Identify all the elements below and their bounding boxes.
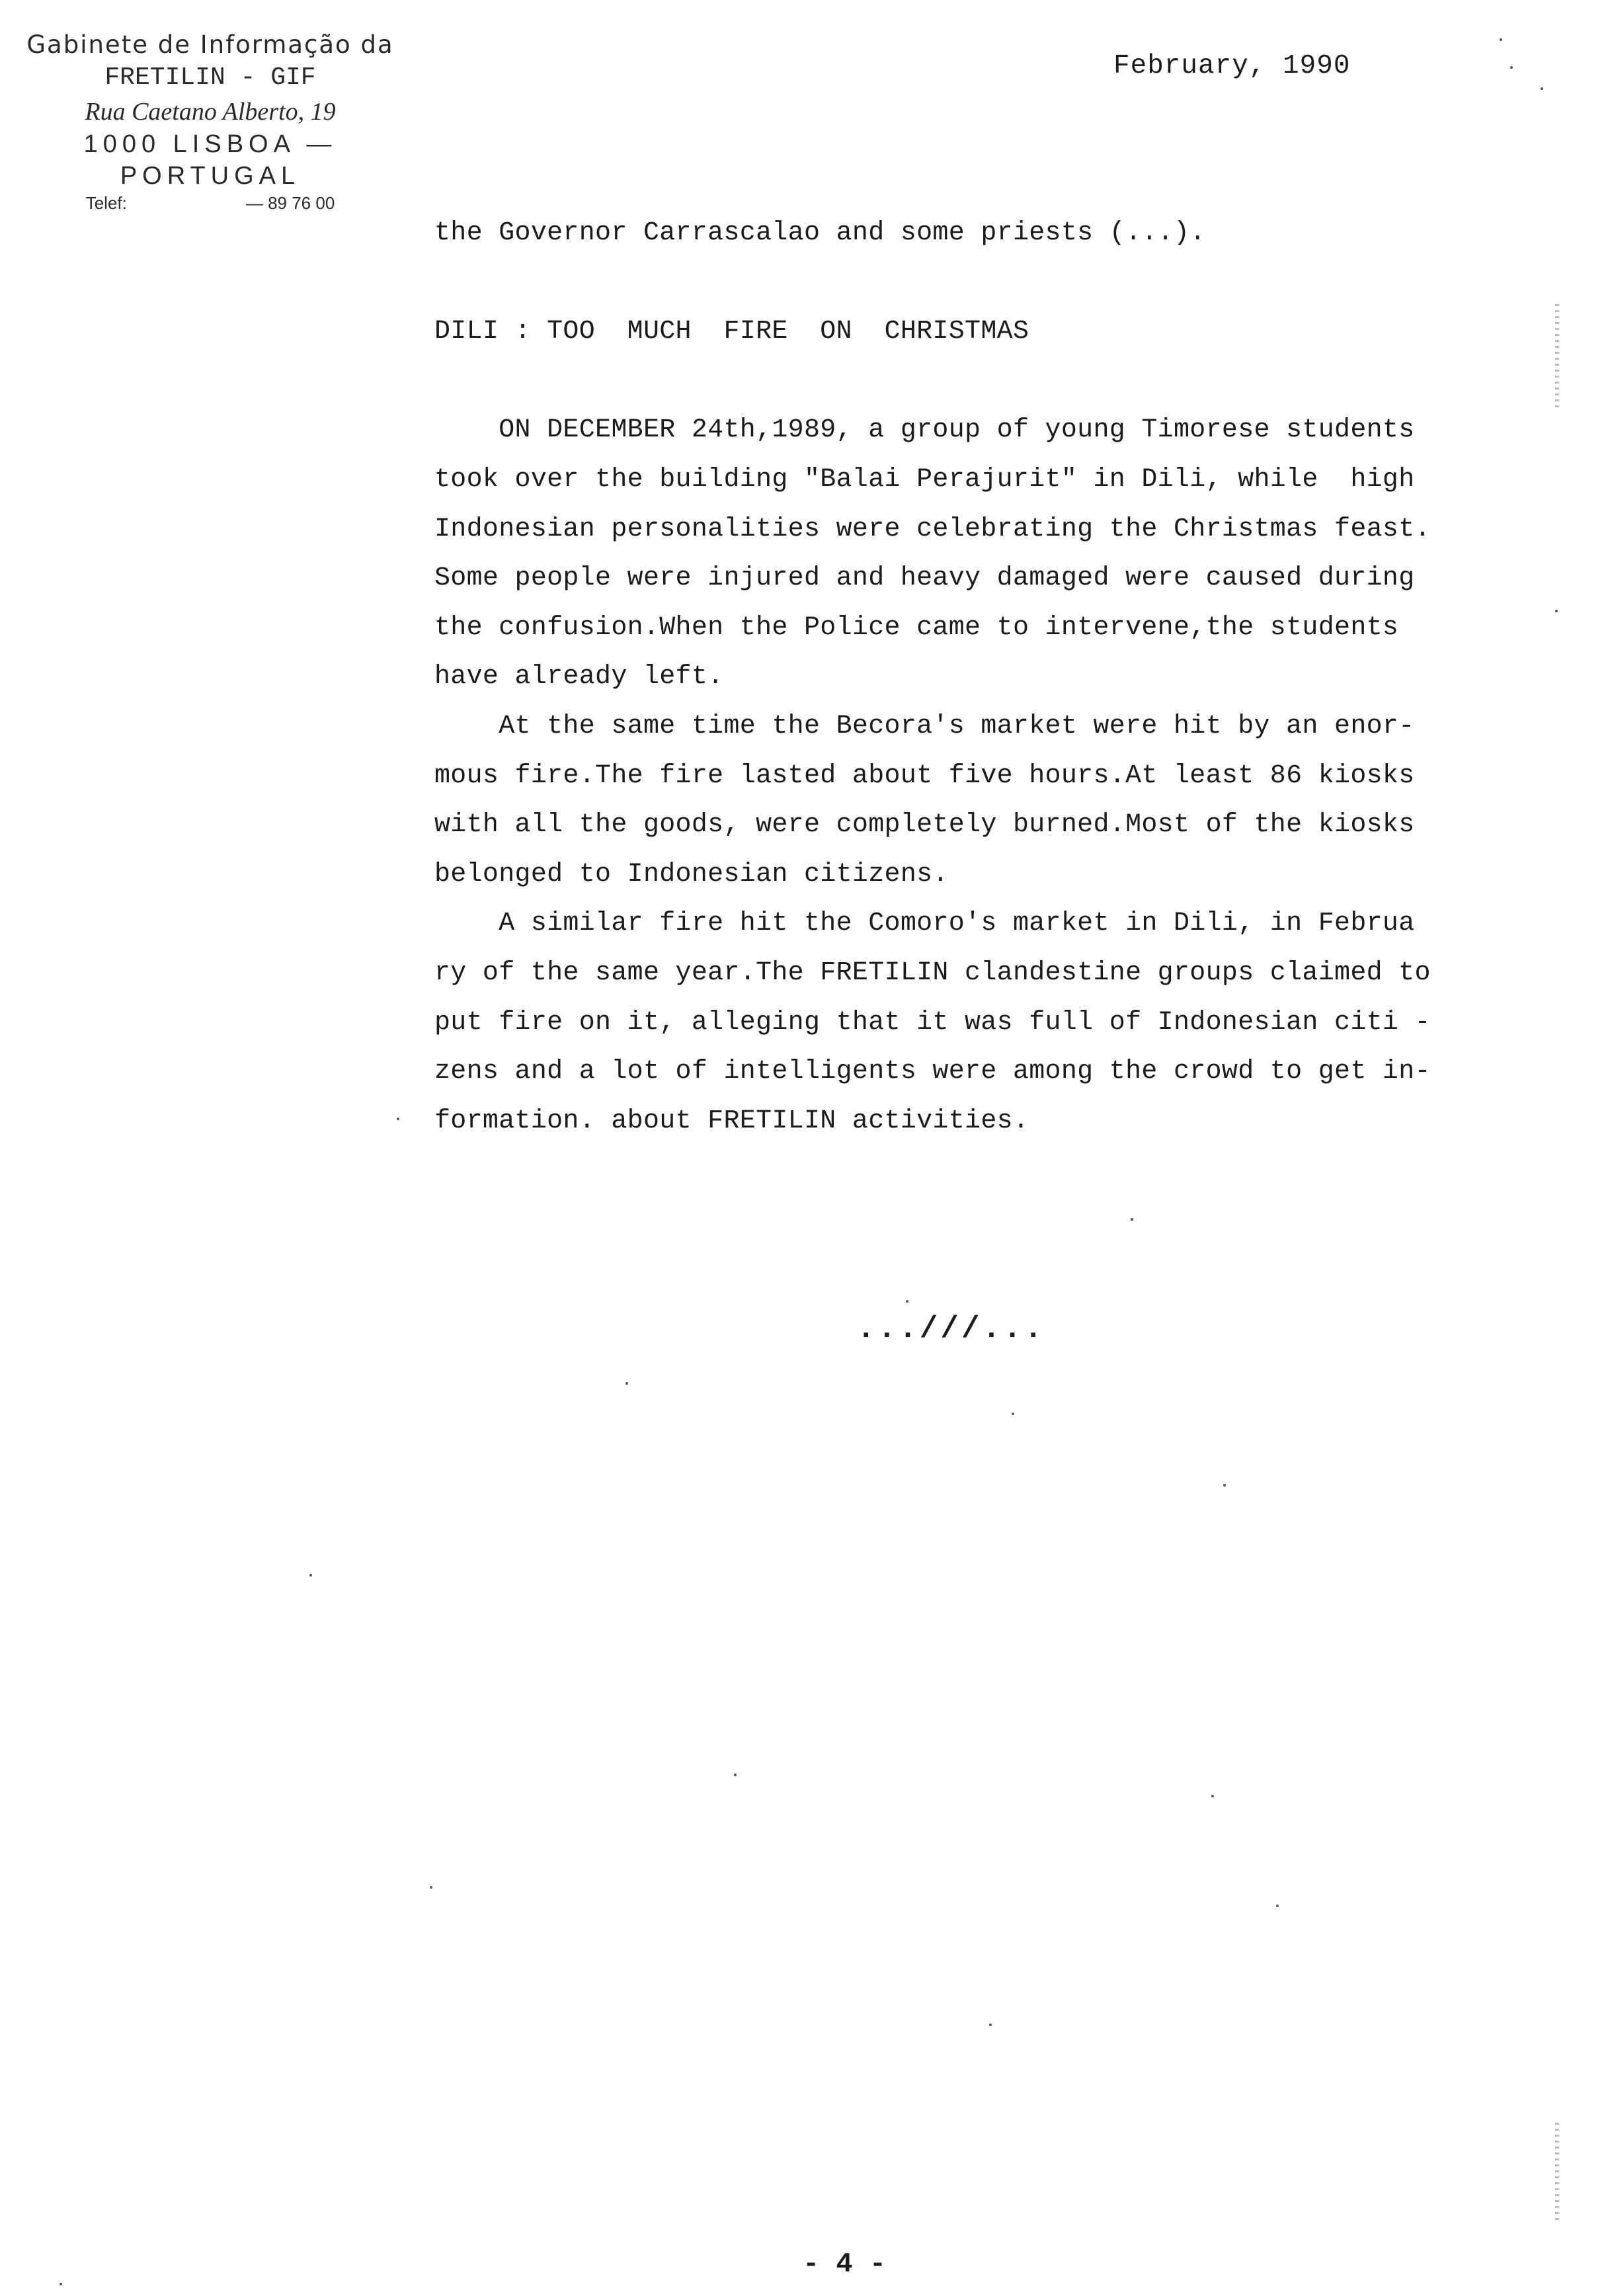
letterhead-street: Rua Caetano Alberto, 19: [85, 98, 336, 126]
scan-speck: [1541, 87, 1543, 90]
scan-speck: [1211, 1795, 1214, 1797]
blank-line: [434, 357, 1486, 407]
letterhead-city: 1000 LISBOA — PORTUGAL: [83, 130, 337, 190]
scan-speck: [1012, 1413, 1014, 1415]
scan-speck: [734, 1774, 737, 1776]
scan-speck: [1276, 1905, 1279, 1907]
document-body: [434, 209, 1486, 1146]
body-line: with all the goods, were completely burned.Most of the kiosks: [434, 810, 1415, 840]
blank-line: [434, 259, 1486, 308]
scan-edge-mark: [1555, 304, 1559, 410]
scan-speck: [60, 2283, 62, 2285]
letterhead-phone: [5, 193, 415, 213]
scan-speck: [430, 1886, 432, 1889]
scan-speck: [1510, 66, 1513, 69]
letterhead-stamp: [5, 29, 415, 213]
body-line: put fire on it, alleging that it was full of Indonesian citi -: [434, 1007, 1431, 1038]
letterhead-phone-number: — 89 76 00: [245, 193, 335, 213]
scan-speck: [989, 2024, 992, 2026]
section-separator: ...///...: [857, 1312, 1045, 1346]
body-line: belonged to Indonesian citizens.: [434, 859, 949, 889]
scan-speck: [1131, 1218, 1133, 1221]
letterhead-name: FRETILIN - GIF: [104, 63, 316, 92]
body-line: mous fire.The fire lasted about five hours.At least 86 kiosks: [434, 760, 1415, 791]
scan-edge-mark: [1555, 2123, 1559, 2222]
body-line: At the same time the Becora's market were hit by an enor-: [434, 711, 1415, 741]
document-date: February, 1990: [1113, 51, 1351, 81]
body-line: took over the building "Balai Perajurit" in Dili, while high: [434, 464, 1415, 495]
body-line: ON DECEMBER 24th,1989, a group of young Timorese students: [434, 415, 1415, 446]
body-line: formation. about FRETILIN activities.: [434, 1106, 1029, 1136]
scan-speck: [1223, 1484, 1226, 1487]
body-line: Some people were injured and heavy damaged were caused during: [434, 563, 1415, 594]
body-line: the confusion.When the Police came to intervene,the students: [434, 612, 1399, 643]
body-line: zens and a lot of intelligents were among the crowd to get in-: [434, 1057, 1431, 1087]
scan-speck: [397, 1118, 399, 1120]
letterhead-org: Gabinete de Informação da: [26, 30, 394, 59]
letterhead-phone-label: Telef:: [85, 193, 127, 213]
body-line: have already left.: [434, 662, 724, 692]
section-heading: DILI : TOO MUCH FIRE ON CHRISTMAS: [434, 317, 1029, 347]
body-line: the Governor Carrascalao and some priests (...).: [434, 218, 1206, 248]
page-number: - 4 -: [803, 2248, 887, 2280]
scan-speck: [1555, 610, 1558, 612]
body-line: Indonesian personalities were celebrating the Christmas feast.: [434, 514, 1431, 544]
scan-speck: [625, 1382, 628, 1385]
body-line: ry of the same year.The FRETILIN clandestine groups claimed to: [434, 958, 1431, 988]
scan-speck: [1500, 38, 1502, 41]
scan-speck: [906, 1300, 908, 1303]
body-line: A similar fire hit the Comoro's market in Dili, in Februa: [434, 909, 1415, 939]
scan-speck: [309, 1574, 312, 1577]
